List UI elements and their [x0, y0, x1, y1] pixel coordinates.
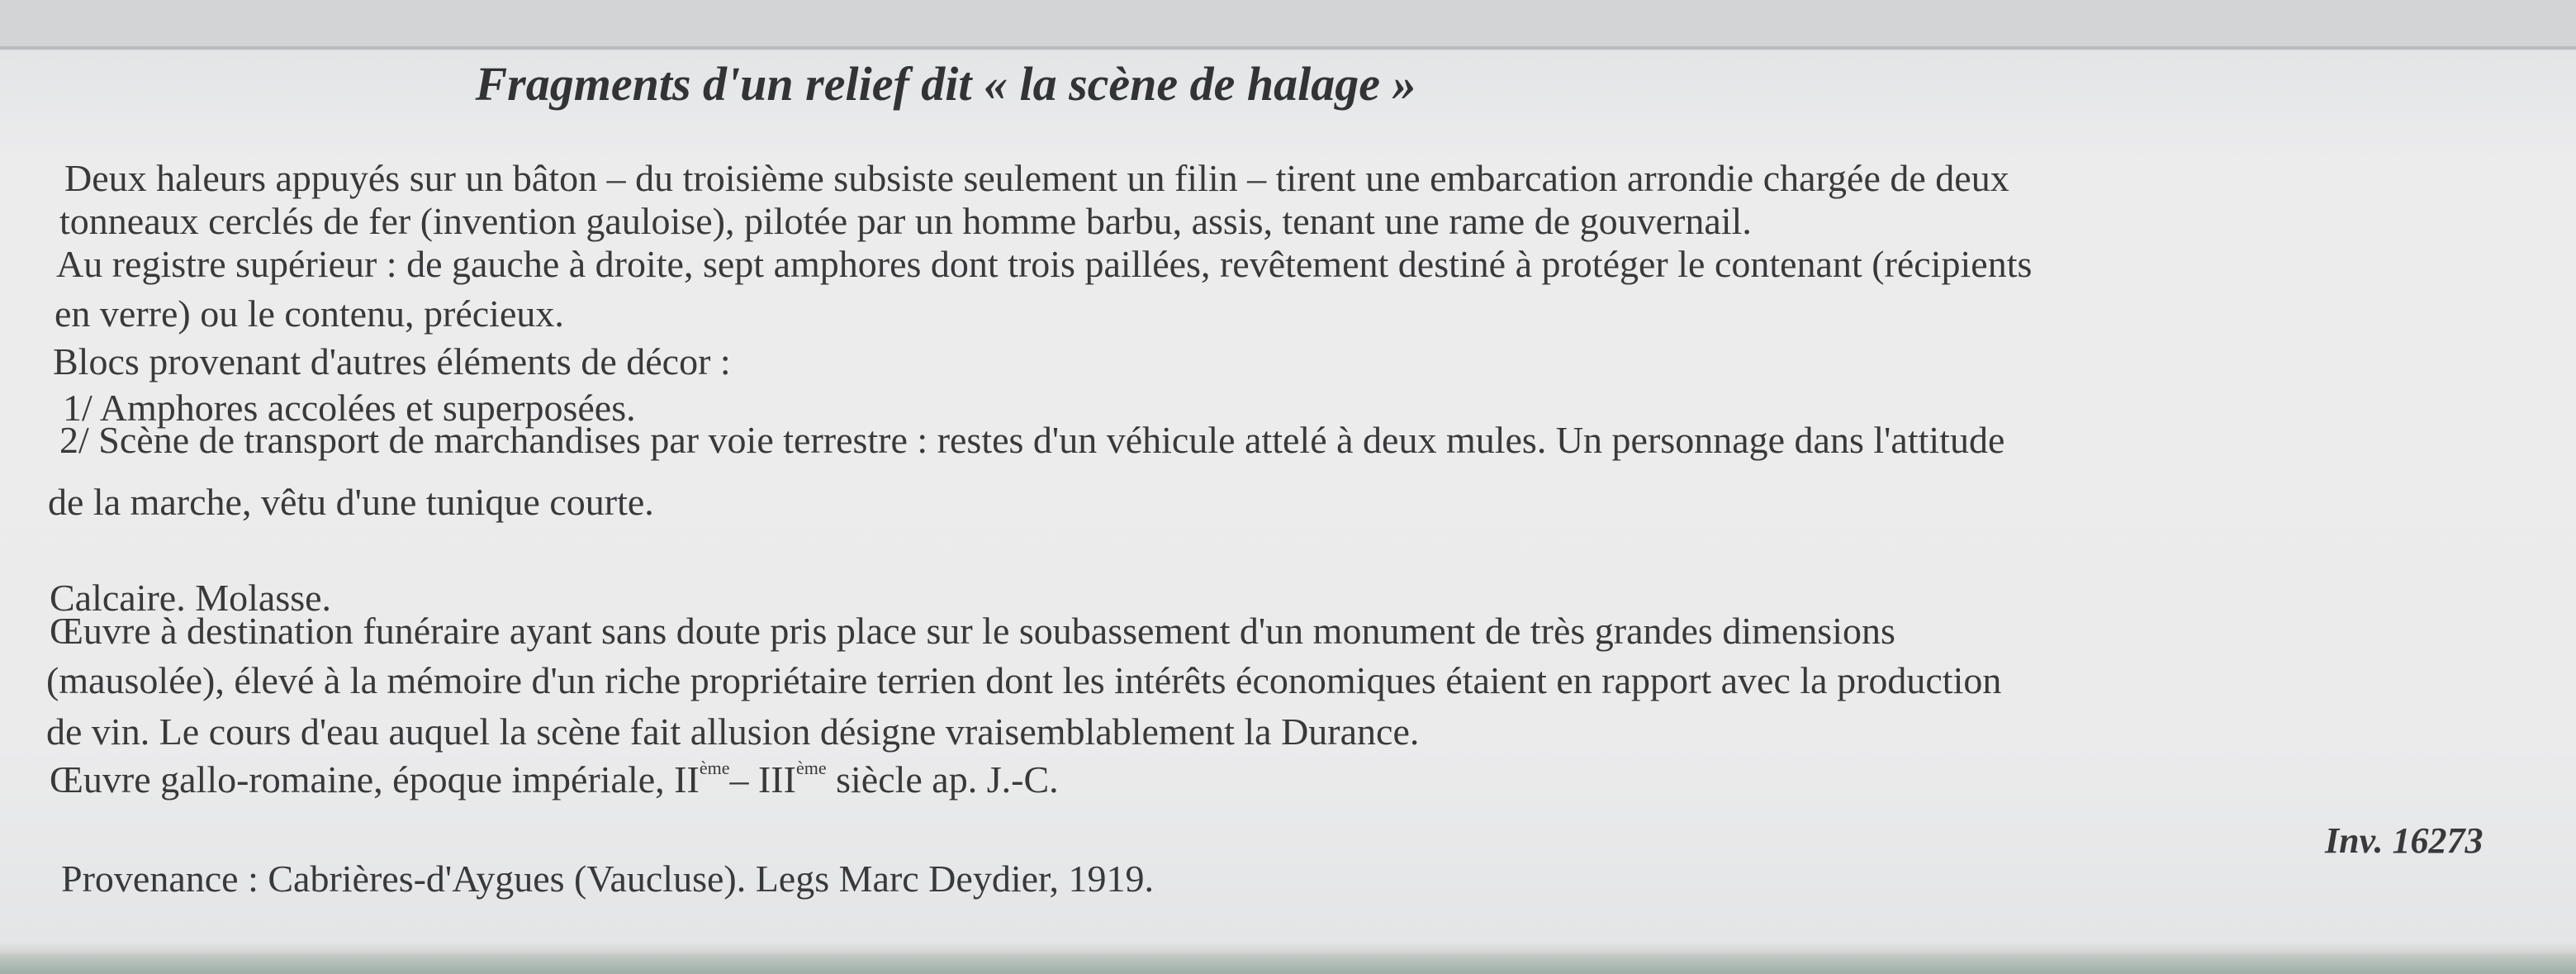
description-line-8: de la marche, vêtu d'une tunique courte.	[48, 481, 654, 523]
placard-top-edge	[0, 46, 2576, 50]
placard-title: Fragments d'un relief dit « la scène de halage »	[475, 57, 1416, 111]
description-line-4: en verre) ou le contenu, précieux.	[55, 292, 564, 335]
description-line-7: 2/ Scène de transport de marchandises par voie terrestre : restes d'un véhicule attelé à deux mules. Un personnage dans l'attitude	[59, 419, 2005, 461]
dating-suffix: siècle ap. J.-C.	[826, 758, 1059, 801]
description-line-3: Au registre supérieur : de gauche à droite, sept amphores dont trois paillées, revêtement destiné à protéger le contenant (récipients	[56, 243, 2033, 285]
dating-line	[50, 757, 1059, 803]
description-line-5: Blocs provenant d'autres éléments de décor :	[53, 340, 731, 382]
function-line-3: de vin. Le cours d'eau auquel la scène fait allusion désigne vraisemblablement la Durance.	[46, 710, 1420, 753]
function-line-1: Œuvre à destination funéraire ayant sans doute pris place sur le soubassement d'un monument de très grandes dimensions	[50, 610, 1895, 652]
placard-bottom-edge	[0, 950, 2576, 974]
dating-superscript-1: ème	[699, 758, 730, 778]
function-line-2: (mausolée), élevé à la mémoire d'un riche propriétaire terrien dont les intérêts économiques étaient en rapport avec la production	[46, 659, 2002, 701]
description-line-6: 1/ Amphores accolées et superposées.	[63, 387, 636, 429]
description-line-1: Deux haleurs appuyés sur un bâton – du troisième subsiste seulement un filin – tirent une embarcation arrondie chargée de deux	[64, 157, 2009, 199]
dating-middle: – III	[729, 758, 796, 801]
dating-prefix: Œuvre gallo-romaine, époque impériale, II	[50, 758, 700, 801]
inventory-number: Inv. 16273	[2325, 820, 2483, 861]
provenance-line: Provenance : Cabrières-d'Aygues (Vaucluse). Legs Marc Deydier, 1919.	[61, 858, 1154, 900]
dating-superscript-2: ème	[795, 758, 827, 778]
material-line: Calcaire. Molasse.	[50, 577, 332, 619]
description-line-2: tonneaux cerclés de fer (invention gauloise), pilotée par un homme barbu, assis, tenant une rame de gouvernail.	[59, 200, 1752, 242]
